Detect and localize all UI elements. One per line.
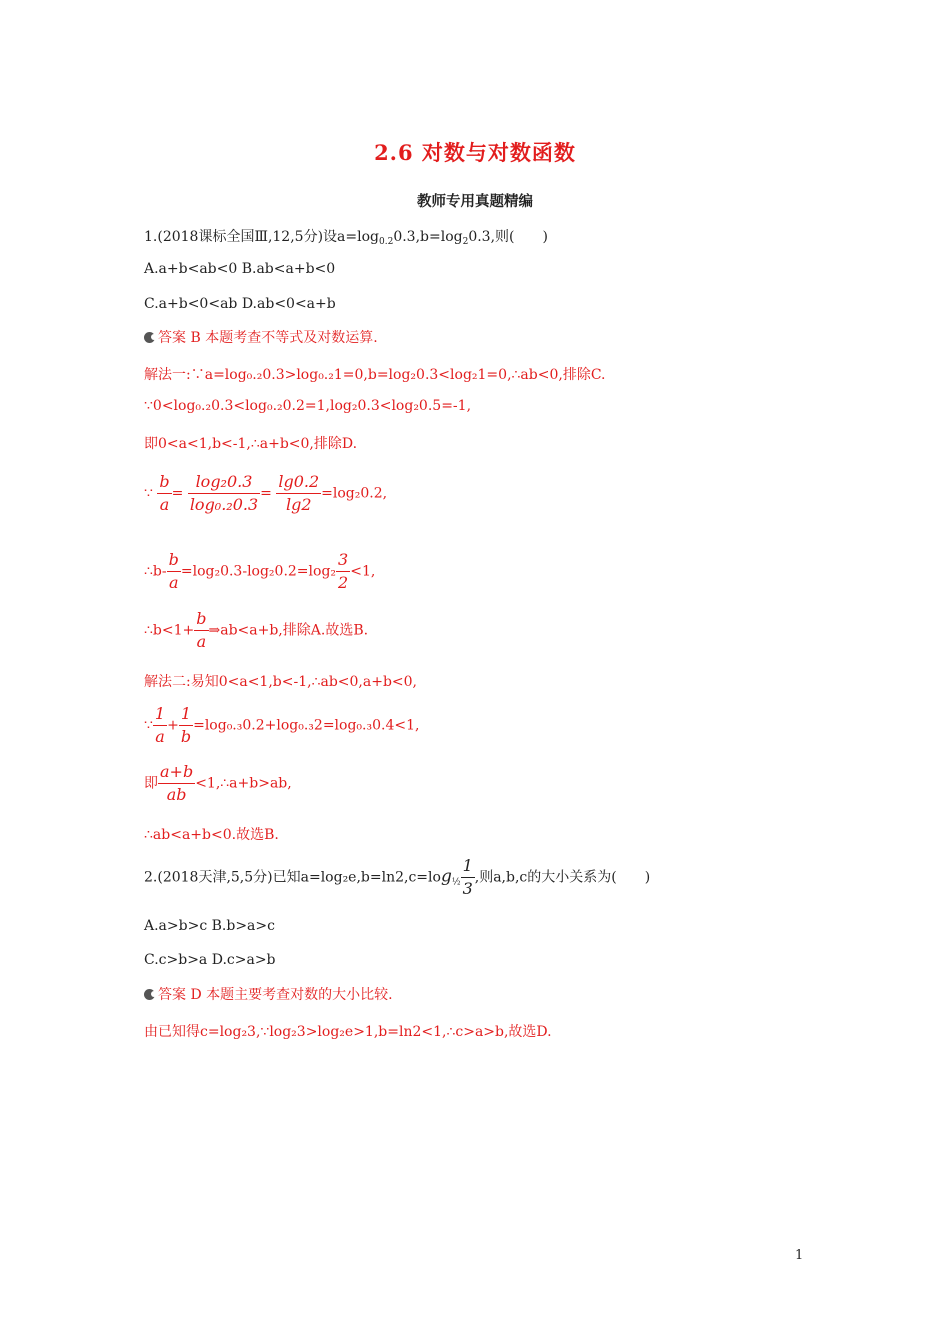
- q1-options-cd: C.a+b<0<ab D.ab<0<a+b: [144, 296, 336, 312]
- line-tail: ⇒ab<a+b,排除A.故选B.: [208, 622, 369, 639]
- q2-options-cd: C.c>b>a D.c>a>b: [144, 952, 276, 968]
- frac-num: b: [194, 609, 208, 631]
- frac-den: a: [159, 495, 170, 514]
- q2-solution: 由已知得c=log₂3,∵log₂3>log₂e>1,b=ln2<1,∴c>a>b,故选D.: [144, 1024, 552, 1040]
- fraction-3-over-2: [336, 550, 350, 593]
- frac-num: 1: [153, 704, 167, 726]
- answer-text: D 本题主要考查对数的大小比较.: [186, 987, 393, 1003]
- q1-method1-line4: [144, 472, 387, 515]
- q1-stem: [144, 226, 548, 247]
- answer-label: 答案: [158, 330, 186, 346]
- q1-options-ab: A.a+b<ab<0 B.ab<a+b<0: [144, 261, 336, 277]
- frac-num: 1: [461, 856, 475, 878]
- q1-stem-sub-1: 0.2: [378, 237, 394, 247]
- q1-method2-line3: [144, 762, 292, 805]
- q1-method2-line4: ∴ab<a+b<0.故选B.: [144, 827, 279, 843]
- because-symbol: ∵: [144, 485, 153, 502]
- q1-method1-line5: [144, 550, 375, 593]
- fraction-lg-ratio: [276, 472, 321, 515]
- q1-method1-line2: ∵0<log₀.₂0.3<log₀.₂0.2=1,log₂0.3<log₂0.5=-1,: [144, 398, 472, 414]
- because-symbol: ∵: [144, 717, 153, 734]
- q2-stem-text-1: 2.(2018天津,5,5分)已知a=log₂e,b=ln2,c=lo: [144, 869, 441, 886]
- plus: +: [167, 717, 179, 734]
- answer-icon: [144, 989, 155, 1000]
- line-tail: =log₂0.2,: [321, 485, 388, 502]
- frac-den: 3: [462, 879, 473, 898]
- q2-stem-text-2: ,则a,b,c的大小关系为( ): [474, 869, 651, 886]
- q1-method1-line1: 解法一:∵a=log₀.₂0.3>log₀.₂1=0,b=log₂0.3<log₂1=0,∴ab<0,排除C.: [144, 367, 606, 383]
- line-tail: <1,: [350, 563, 376, 580]
- q1-answer: [144, 327, 378, 347]
- frac-num: b: [157, 472, 171, 494]
- q1-stem-text-1: 1.(2018课标全国Ⅲ,12,5分)设a=log: [144, 229, 379, 245]
- frac-den: a: [196, 632, 207, 651]
- q1-method2-line2: [144, 704, 419, 747]
- frac-den: lg2: [285, 495, 312, 514]
- q1-method1-line6: [144, 609, 368, 652]
- line-mid: =log₂0.3-log₂0.2=log₂: [180, 563, 337, 580]
- q2-stem-base: ½: [451, 877, 461, 888]
- fraction-b-over-a: [167, 550, 181, 593]
- answer-label: 答案: [158, 987, 186, 1003]
- frac-num: a+b: [158, 762, 195, 784]
- frac-num: 3: [336, 550, 350, 572]
- section-subtitle: 教师专用真题精编: [417, 193, 533, 210]
- q2-options-ab: A.a>b>c B.b>a>c: [144, 918, 275, 934]
- line-tail: =log₀.₃0.2+log₀.₃2=log₀.₃0.4<1,: [193, 717, 420, 734]
- q2-stem-g: g: [440, 866, 452, 887]
- equals: =: [260, 485, 272, 502]
- frac-num: log₂0.3: [188, 472, 260, 494]
- q1-stem-sub-2: 2: [462, 237, 469, 247]
- line-head: 即: [144, 775, 158, 792]
- fraction-b-over-a: [157, 472, 171, 515]
- frac-den: b: [180, 727, 192, 746]
- frac-den: a: [155, 727, 165, 746]
- frac-num: 1: [179, 704, 193, 726]
- fraction-1-over-a: [153, 704, 167, 747]
- q1-stem-text-2: 0.3,b=log: [393, 229, 463, 245]
- frac-den: ab: [166, 785, 187, 804]
- fraction-log-ratio: [188, 472, 260, 515]
- page-number: 1: [795, 1248, 804, 1263]
- q1-stem-text-3: 0.3,则( ): [468, 229, 548, 245]
- fraction-sum-over-product: [158, 762, 195, 805]
- frac-den: 2: [338, 573, 349, 592]
- answer-text: B 本题考查不等式及对数运算.: [186, 330, 378, 346]
- q1-method2-line1: 解法二:易知0<a<1,b<-1,∴ab<0,a+b<0,: [144, 674, 417, 690]
- frac-den: log₀.₂0.3: [189, 495, 259, 514]
- line-head: ∴b<1+: [144, 622, 195, 639]
- q2-stem: [144, 856, 650, 899]
- frac-num: lg0.2: [276, 472, 321, 494]
- equals: =: [171, 485, 184, 502]
- frac-den: a: [168, 573, 179, 592]
- line-tail: <1,∴a+b>ab,: [195, 775, 292, 792]
- fraction-1-over-b: [179, 704, 193, 747]
- answer-icon: [144, 332, 155, 343]
- line-head: ∴b-: [144, 563, 167, 580]
- q2-answer: [144, 984, 393, 1004]
- frac-num: b: [167, 550, 181, 572]
- fraction-1-over-3: [461, 856, 475, 899]
- fraction-b-over-a: [194, 609, 208, 652]
- page-title: 2.6 对数与对数函数: [374, 140, 576, 165]
- q1-method1-line3: 即0<a<1,b<-1,∴a+b<0,排除D.: [144, 436, 358, 452]
